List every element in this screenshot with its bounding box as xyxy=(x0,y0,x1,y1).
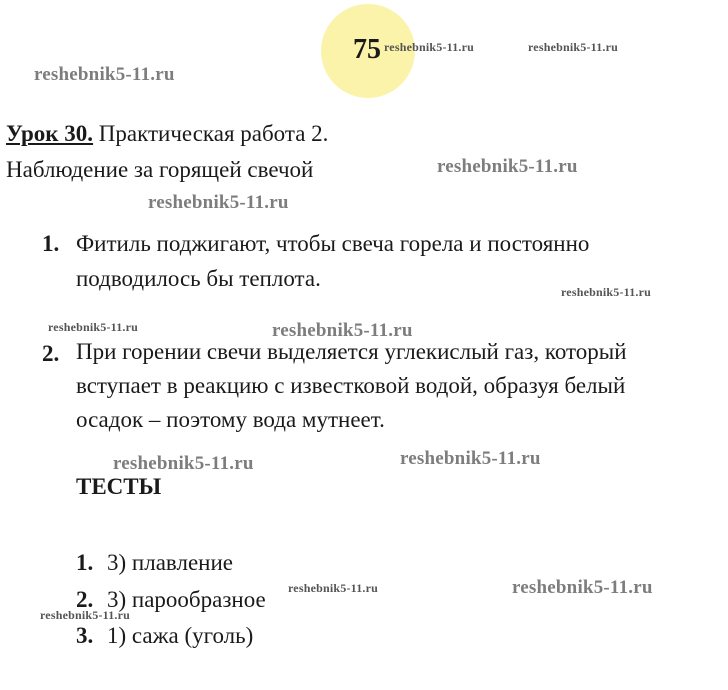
test-answer: 3) плавление xyxy=(107,550,233,575)
watermark: reshebnik5-11.ru xyxy=(561,285,651,299)
answer-number: 2. xyxy=(42,341,60,366)
lesson-subtitle: Наблюдение за горящей свечой xyxy=(6,157,314,182)
watermark: reshebnik5-11.ru xyxy=(528,40,618,54)
watermark: reshebnik5-11.ru xyxy=(400,448,541,469)
watermark: reshebnik5-11.ru xyxy=(48,320,138,334)
watermark: reshebnik5-11.ru xyxy=(384,40,474,54)
test-number: 1. xyxy=(76,550,94,575)
test-answer: 3) парообразное xyxy=(107,587,266,612)
watermark: reshebnik5-11.ru xyxy=(272,320,413,341)
tests-heading: ТЕСТЫ xyxy=(76,474,162,499)
test-number: 3. xyxy=(76,623,94,648)
answer-line: подводилось бы теплота. xyxy=(76,266,321,291)
answer-line: При горении свечи выделяется углекислый газ, который xyxy=(76,339,627,364)
test-answer: 1) сажа (уголь) xyxy=(107,623,254,648)
watermark: reshebnik5-11.ru xyxy=(512,577,653,598)
watermark: reshebnik5-11.ru xyxy=(34,64,175,85)
page-number: 75 xyxy=(353,34,381,65)
lesson-title-text: Практическая работа 2. xyxy=(93,121,329,146)
answer-line: вступает в реакцию с известковой водой, образуя белый xyxy=(76,373,626,398)
test-number: 2. xyxy=(76,587,94,612)
watermark: reshebnik5-11.ru xyxy=(40,608,130,622)
lesson-title xyxy=(6,118,328,149)
lesson-number: Урок 30. xyxy=(6,121,94,146)
watermark: reshebnik5-11.ru xyxy=(437,156,578,177)
answer-line: Фитиль поджигают, чтобы свеча горела и постоянно xyxy=(76,231,590,256)
answer-number: 1. xyxy=(42,231,60,256)
watermark: reshebnik5-11.ru xyxy=(148,192,289,213)
answer-line: осадок – поэтому вода мутнеет. xyxy=(76,407,385,432)
watermark: reshebnik5-11.ru xyxy=(113,453,254,474)
watermark: reshebnik5-11.ru xyxy=(288,581,378,595)
